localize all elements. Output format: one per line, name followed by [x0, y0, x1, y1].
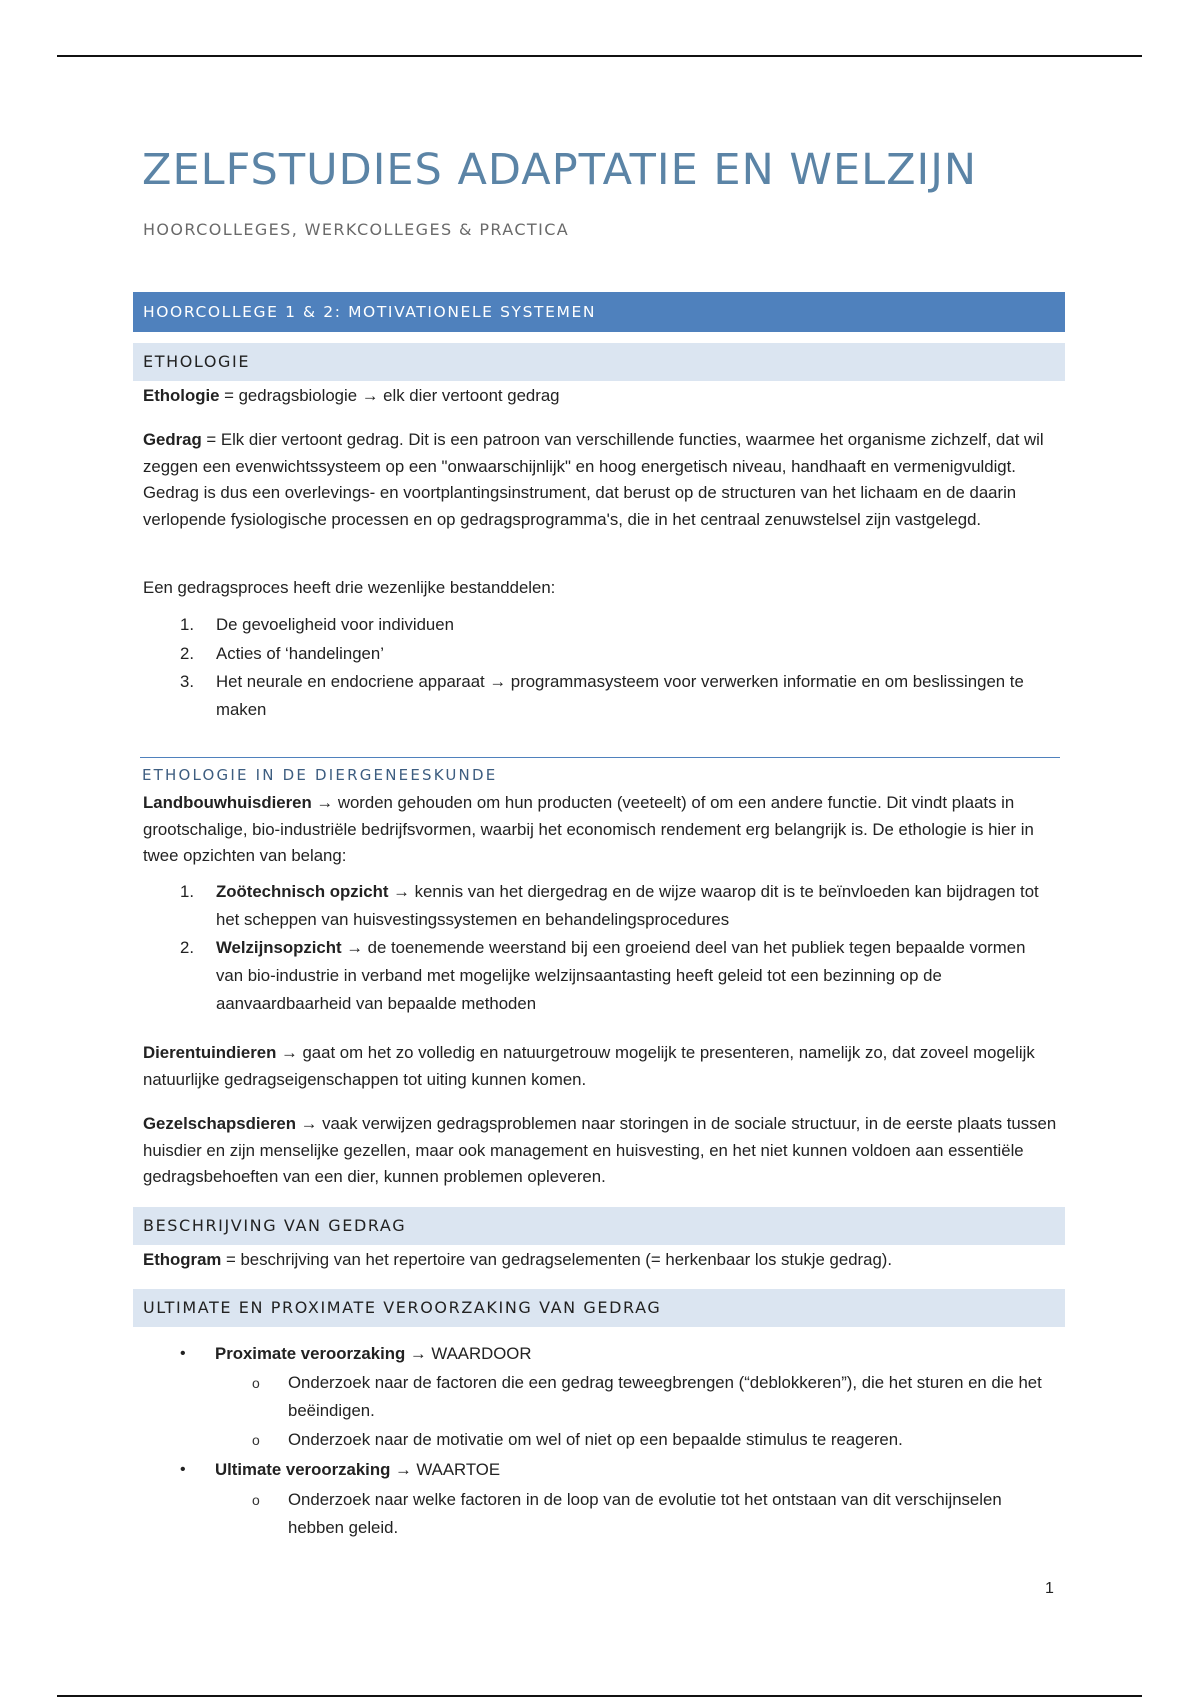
page-number: 1 [1045, 1580, 1054, 1597]
definition-ethologie-text: = gedragsbiologie → elk dier vertoont gedrag [219, 386, 560, 405]
list-number: 1. [180, 615, 194, 634]
circle-bullet-icon: o [252, 1432, 260, 1448]
definition-landbouwhuisdieren-text: → worden gehouden om hun producten (veeteelt) of om een andere functie. Dit vindt plaats in grootschalige, bio-industriële bedrijfsvormen, waarbij het economisch rendement erg belangrijk is. De ethologie is hier in twee opzichten van belang: [143, 793, 1034, 865]
bullet-icon: • [180, 1461, 186, 1478]
heading-ethologie: ETHOLOGIE [133, 343, 1065, 381]
list-text: Het neurale en endocriene apparaat → programmasysteem voor verwerken informatie en om beslissingen te maken [216, 672, 1024, 719]
circle-bullet-icon: o [252, 1375, 260, 1391]
term-gedrag: Gedrag [143, 430, 202, 449]
bullet-icon: • [180, 1345, 186, 1362]
definition-landbouwhuisdieren [143, 790, 1058, 870]
definition-dierentuindieren-text: → gaat om het zo volledig en natuurgetrouw mogelijk te presenteren, namelijk zo, dat zoveel mogelijk natuurlijke gedragseigenschappen tot uiting kunnen komen. [143, 1043, 1035, 1089]
heading-veroorzaking: ULTIMATE EN PROXIMATE VEROORZAKING VAN GEDRAG [133, 1289, 1065, 1327]
definition-ethogram [143, 1247, 1058, 1274]
list-item-proximate-sub: Onderzoek naar de factoren die een gedrag teweegbrengen (“deblokkeren”), die het sturen en die het beëindigen. [288, 1373, 1042, 1420]
subheading-rule [140, 757, 1060, 758]
document-title: ZELFSTUDIES ADAPTATIE EN WELZIJN [142, 145, 978, 195]
term-ultimate: Ultimate veroorzaking [215, 1460, 391, 1479]
definition-gezelschapsdieren [143, 1111, 1058, 1191]
list-number: 2. [180, 938, 194, 957]
list-number: 3. [180, 672, 194, 691]
term-welzijnsopzicht: Welzijnsopzicht [216, 938, 342, 957]
term-landbouwhuisdieren: Landbouwhuisdieren [143, 793, 312, 812]
gedragsproces-intro: Een gedragsproces heeft drie wezenlijke bestanddelen: [143, 578, 556, 597]
document-subtitle: HOORCOLLEGES, WERKCOLLEGES & PRACTICA [143, 220, 570, 239]
definition-dierentuindieren [143, 1040, 1058, 1093]
term-ethologie: Ethologie [143, 386, 220, 405]
ultimate-text: → WAARTOE [390, 1460, 501, 1479]
definition-gedrag-text: = Elk dier vertoont gedrag. Dit is een patroon van verschillende functies, waarmee het organisme zichzelf, dat wil zeggen een evenwichtssysteem op een "onwaarschijnlijk" en hoog energetisch niveau, handhaaft en vermenigvuldigt. Gedrag is dus een overlevings- en voortplantingsinstrument, dat berust op de structuren van het lichaam en de daarin verlopende fysiologische processen en op gedragsprogramma's, die in het centraal zenuwstelsel zijn vastgelegd. [143, 430, 1044, 529]
proximate-text: → WAARDOOR [405, 1344, 532, 1363]
heading-diergeneeskunde: ETHOLOGIE IN DE DIERGENEESKUNDE [142, 766, 498, 784]
term-dierentuindieren: Dierentuindieren [143, 1043, 277, 1062]
list-text [216, 878, 1046, 934]
list-number: 1. [180, 882, 194, 901]
definition-gezelschapsdieren-text: → vaak verwijzen gedragsproblemen naar storingen in de sociale structuur, in de eerste plaats tussen huisdier en zijn menselijke gezellen, maar ook management en huisvesting, en het niet kunnen voldoen aan essentiële gedragsbehoeften van een dier, kunnen problemen opleveren. [143, 1114, 1057, 1186]
list-item-proximate-sub: Onderzoek naar de motivatie om wel of niet op een bepaalde stimulus te reageren. [288, 1430, 903, 1449]
section-heading-hoorcollege: HOORCOLLEGE 1 & 2: MOTIVATIONELE SYSTEMEN [133, 292, 1065, 332]
footer-rule [57, 1695, 1142, 1697]
heading-beschrijving: BESCHRIJVING VAN GEDRAG [133, 1207, 1065, 1245]
list-number: 2. [180, 644, 194, 663]
list-text: Acties of ‘handelingen’ [216, 644, 384, 663]
definition-ethologie [143, 383, 1058, 410]
list-text: De gevoeligheid voor individuen [216, 615, 454, 634]
list-item-ultimate-sub: Onderzoek naar welke factoren in de loop van de evolutie tot het ontstaan van dit verschijnselen hebben geleid. [288, 1490, 1002, 1537]
term-gezelschapsdieren: Gezelschapsdieren [143, 1114, 296, 1133]
list-item-proximate [215, 1340, 531, 1368]
term-ethogram: Ethogram [143, 1250, 222, 1269]
zootechnisch-text: → kennis van het diergedrag en de wijze waarop dit is te beïnvloeden kan bijdragen tot het scheppen van huisvestingssystemen en behandelingsprocedures [216, 882, 1039, 929]
welzijnsopzicht-text: → de toenemende weerstand bij een groeiend deel van het publiek tegen bepaalde vormen van bio-industrie in verband met mogelijke welzijnsaantasting heeft geleid tot een bezinning op de aanvaardbaarheid van bepaalde methoden [216, 938, 1026, 1013]
header-rule [57, 55, 1142, 57]
circle-bullet-icon: o [252, 1492, 260, 1508]
term-zootechnisch: Zoötechnisch opzicht [216, 882, 389, 901]
definition-gedrag [143, 427, 1058, 533]
list-item-ultimate [215, 1456, 500, 1484]
definition-ethogram-text: = beschrijving van het repertoire van gedragselementen (= herkenbaar los stukje gedrag). [221, 1250, 893, 1269]
list-text [216, 934, 1046, 1018]
term-proximate: Proximate veroorzaking [215, 1344, 406, 1363]
